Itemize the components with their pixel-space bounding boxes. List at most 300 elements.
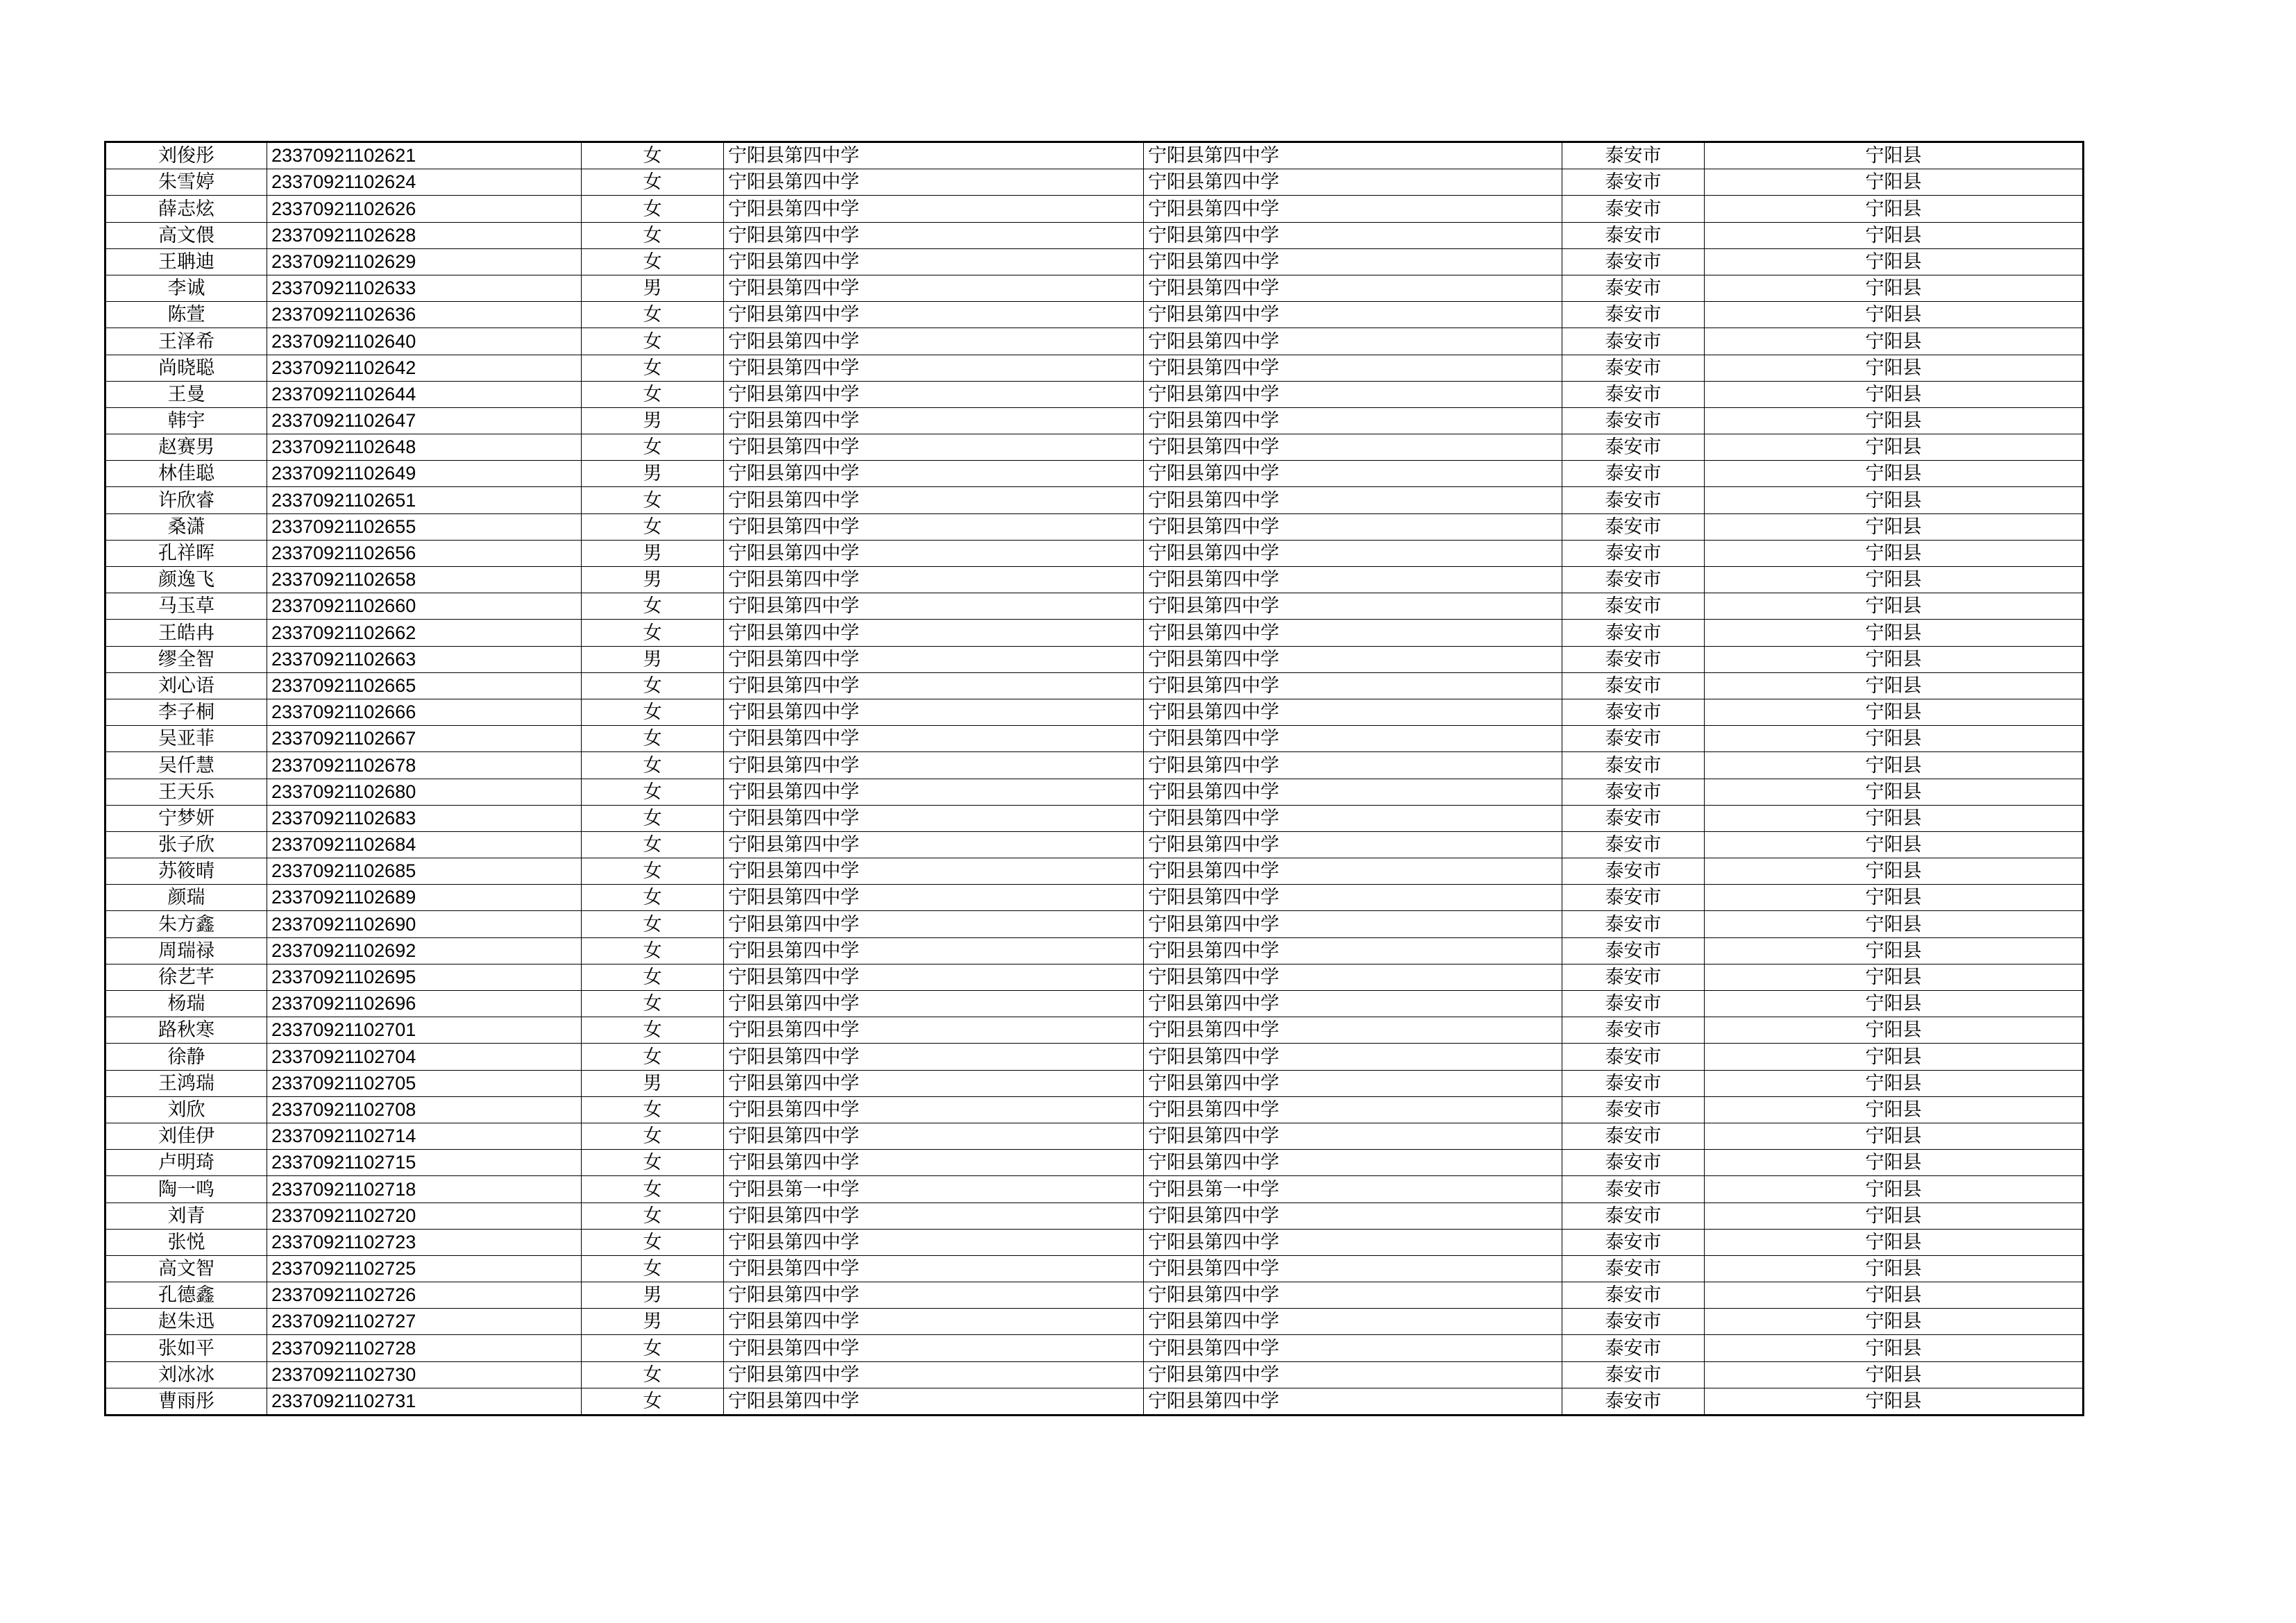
school-cell-2: 宁阳县第四中学: [1144, 699, 1562, 725]
exam-id-cell: 23370921102624: [267, 169, 582, 196]
city-cell: 泰安市: [1562, 567, 1705, 593]
table-row: [105, 831, 2084, 858]
name-cell: 朱方鑫: [105, 911, 267, 937]
table-row: [105, 381, 2084, 407]
county-cell: 宁阳县: [1705, 805, 2084, 831]
table-row: [105, 964, 2084, 990]
table-row: [105, 672, 2084, 699]
name-cell: 吴仟慧: [105, 752, 267, 779]
name-cell: 张悦: [105, 1229, 267, 1255]
school-cell: 宁阳县第四中学: [724, 620, 1144, 646]
exam-id-cell: 23370921102708: [267, 1096, 582, 1123]
table-row: [105, 461, 2084, 487]
county-cell: 宁阳县: [1705, 196, 2084, 222]
county-cell: 宁阳县: [1705, 1044, 2084, 1070]
city-cell: 泰安市: [1562, 1176, 1705, 1203]
table-row: [105, 911, 2084, 937]
exam-id-cell: 23370921102649: [267, 461, 582, 487]
city-cell: 泰安市: [1562, 991, 1705, 1017]
exam-id-cell: 23370921102678: [267, 752, 582, 779]
gender-cell: 女: [582, 1096, 724, 1123]
exam-id-cell: 23370921102644: [267, 381, 582, 407]
school-cell-2: 宁阳县第四中学: [1144, 1388, 1562, 1415]
table-row: [105, 1044, 2084, 1070]
school-cell: 宁阳县第四中学: [724, 248, 1144, 275]
exam-id-cell: 23370921102695: [267, 964, 582, 990]
school-cell-2: 宁阳县第四中学: [1144, 1044, 1562, 1070]
gender-cell: 女: [582, 672, 724, 699]
school-cell: 宁阳县第四中学: [724, 1361, 1144, 1388]
gender-cell: 女: [582, 752, 724, 779]
city-cell: 泰安市: [1562, 805, 1705, 831]
county-cell: 宁阳县: [1705, 1309, 2084, 1335]
name-cell: 朱雪婷: [105, 169, 267, 196]
name-cell: 刘佳伊: [105, 1123, 267, 1149]
exam-id-cell: 23370921102690: [267, 911, 582, 937]
table-row: [105, 1309, 2084, 1335]
gender-cell: 女: [582, 302, 724, 328]
table-row: [105, 1203, 2084, 1229]
school-cell-2: 宁阳县第四中学: [1144, 1335, 1562, 1361]
city-cell: 泰安市: [1562, 1070, 1705, 1096]
school-cell: 宁阳县第四中学: [724, 779, 1144, 805]
gender-cell: 女: [582, 885, 724, 911]
gender-cell: 女: [582, 1150, 724, 1176]
school-cell: 宁阳县第四中学: [724, 593, 1144, 620]
table-row: [105, 487, 2084, 513]
school-cell: 宁阳县第四中学: [724, 461, 1144, 487]
county-cell: 宁阳县: [1705, 169, 2084, 196]
school-cell: 宁阳县第四中学: [724, 196, 1144, 222]
city-cell: 泰安市: [1562, 328, 1705, 355]
table-row: [105, 885, 2084, 911]
county-cell: 宁阳县: [1705, 381, 2084, 407]
school-cell-2: 宁阳县第四中学: [1144, 275, 1562, 301]
city-cell: 泰安市: [1562, 487, 1705, 513]
school-cell: 宁阳县第四中学: [724, 805, 1144, 831]
exam-id-cell: 23370921102629: [267, 248, 582, 275]
school-cell: 宁阳县第四中学: [724, 858, 1144, 885]
gender-cell: 女: [582, 1361, 724, 1388]
city-cell: 泰安市: [1562, 513, 1705, 540]
gender-cell: 女: [582, 169, 724, 196]
school-cell: 宁阳县第四中学: [724, 1123, 1144, 1149]
school-cell: 宁阳县第四中学: [724, 1017, 1144, 1044]
gender-cell: 女: [582, 1229, 724, 1255]
gender-cell: 男: [582, 646, 724, 672]
school-cell-2: 宁阳县第四中学: [1144, 885, 1562, 911]
exam-id-cell: 23370921102723: [267, 1229, 582, 1255]
gender-cell: 女: [582, 142, 724, 169]
name-cell: 王聃迪: [105, 248, 267, 275]
name-cell: 刘青: [105, 1203, 267, 1229]
table-row: [105, 355, 2084, 381]
gender-cell: 女: [582, 1044, 724, 1070]
county-cell: 宁阳县: [1705, 1203, 2084, 1229]
school-cell: 宁阳县第四中学: [724, 937, 1144, 964]
school-cell-2: 宁阳县第四中学: [1144, 620, 1562, 646]
table-row: [105, 407, 2084, 434]
county-cell: 宁阳县: [1705, 461, 2084, 487]
city-cell: 泰安市: [1562, 1096, 1705, 1123]
city-cell: 泰安市: [1562, 620, 1705, 646]
table-row: [105, 1229, 2084, 1255]
gender-cell: 男: [582, 275, 724, 301]
exam-id-cell: 23370921102648: [267, 434, 582, 461]
county-cell: 宁阳县: [1705, 831, 2084, 858]
gender-cell: 女: [582, 1388, 724, 1415]
school-cell-2: 宁阳县第四中学: [1144, 434, 1562, 461]
gender-cell: 女: [582, 620, 724, 646]
table-row: [105, 169, 2084, 196]
table-row: [105, 937, 2084, 964]
county-cell: 宁阳县: [1705, 1070, 2084, 1096]
school-cell-2: 宁阳县第四中学: [1144, 1229, 1562, 1255]
table-row: [105, 779, 2084, 805]
school-cell: 宁阳县第四中学: [724, 407, 1144, 434]
gender-cell: 女: [582, 196, 724, 222]
school-cell: 宁阳县第四中学: [724, 991, 1144, 1017]
table-row: [105, 991, 2084, 1017]
county-cell: 宁阳县: [1705, 779, 2084, 805]
county-cell: 宁阳县: [1705, 1150, 2084, 1176]
city-cell: 泰安市: [1562, 593, 1705, 620]
exam-id-cell: 23370921102640: [267, 328, 582, 355]
gender-cell: 女: [582, 831, 724, 858]
school-cell-2: 宁阳县第四中学: [1144, 805, 1562, 831]
county-cell: 宁阳县: [1705, 699, 2084, 725]
county-cell: 宁阳县: [1705, 885, 2084, 911]
table-row: [105, 1361, 2084, 1388]
name-cell: 曹雨彤: [105, 1388, 267, 1415]
table-row: [105, 248, 2084, 275]
table-row: [105, 434, 2084, 461]
school-cell-2: 宁阳县第四中学: [1144, 593, 1562, 620]
table-row: [105, 1123, 2084, 1149]
exam-id-cell: 23370921102684: [267, 831, 582, 858]
table-row: [105, 1017, 2084, 1044]
name-cell: 陈萱: [105, 302, 267, 328]
school-cell-2: 宁阳县第四中学: [1144, 196, 1562, 222]
name-cell: 刘俊彤: [105, 142, 267, 169]
gender-cell: 女: [582, 1203, 724, 1229]
exam-id-cell: 23370921102651: [267, 487, 582, 513]
city-cell: 泰安市: [1562, 1388, 1705, 1415]
county-cell: 宁阳县: [1705, 222, 2084, 248]
gender-cell: 男: [582, 567, 724, 593]
school-cell-2: 宁阳县第四中学: [1144, 779, 1562, 805]
school-cell: 宁阳县第四中学: [724, 513, 1144, 540]
school-cell: 宁阳县第四中学: [724, 1044, 1144, 1070]
city-cell: 泰安市: [1562, 275, 1705, 301]
county-cell: 宁阳县: [1705, 487, 2084, 513]
school-cell-2: 宁阳县第四中学: [1144, 222, 1562, 248]
city-cell: 泰安市: [1562, 699, 1705, 725]
school-cell-2: 宁阳县第四中学: [1144, 169, 1562, 196]
exam-id-cell: 23370921102696: [267, 991, 582, 1017]
gender-cell: 女: [582, 513, 724, 540]
school-cell-2: 宁阳县第四中学: [1144, 1150, 1562, 1176]
name-cell: 桑潇: [105, 513, 267, 540]
gender-cell: 女: [582, 805, 724, 831]
school-cell-2: 宁阳县第四中学: [1144, 1282, 1562, 1309]
name-cell: 尚晓聪: [105, 355, 267, 381]
county-cell: 宁阳县: [1705, 248, 2084, 275]
school-cell-2: 宁阳县第四中学: [1144, 328, 1562, 355]
exam-id-cell: 23370921102720: [267, 1203, 582, 1229]
school-cell: 宁阳县第四中学: [724, 646, 1144, 672]
city-cell: 泰安市: [1562, 858, 1705, 885]
county-cell: 宁阳县: [1705, 1388, 2084, 1415]
exam-id-cell: 23370921102730: [267, 1361, 582, 1388]
exam-id-cell: 23370921102704: [267, 1044, 582, 1070]
school-cell-2: 宁阳县第四中学: [1144, 911, 1562, 937]
school-cell-2: 宁阳县第四中学: [1144, 1096, 1562, 1123]
table-row: [105, 1255, 2084, 1282]
name-cell: 刘冰冰: [105, 1361, 267, 1388]
exam-id-cell: 23370921102731: [267, 1388, 582, 1415]
exam-id-cell: 23370921102727: [267, 1309, 582, 1335]
name-cell: 苏筱晴: [105, 858, 267, 885]
gender-cell: 男: [582, 461, 724, 487]
gender-cell: 女: [582, 593, 724, 620]
school-cell-2: 宁阳县第四中学: [1144, 248, 1562, 275]
school-cell: 宁阳县第四中学: [724, 487, 1144, 513]
county-cell: 宁阳县: [1705, 911, 2084, 937]
exam-id-cell: 23370921102636: [267, 302, 582, 328]
school-cell: 宁阳县第四中学: [724, 699, 1144, 725]
exam-id-cell: 23370921102685: [267, 858, 582, 885]
city-cell: 泰安市: [1562, 1123, 1705, 1149]
school-cell-2: 宁阳县第四中学: [1144, 302, 1562, 328]
city-cell: 泰安市: [1562, 672, 1705, 699]
gender-cell: 女: [582, 1123, 724, 1149]
city-cell: 泰安市: [1562, 964, 1705, 990]
table-row: [105, 196, 2084, 222]
city-cell: 泰安市: [1562, 434, 1705, 461]
school-cell: 宁阳县第四中学: [724, 1282, 1144, 1309]
exam-id-cell: 23370921102725: [267, 1255, 582, 1282]
gender-cell: 女: [582, 1255, 724, 1282]
school-cell-2: 宁阳县第四中学: [1144, 487, 1562, 513]
school-cell-2: 宁阳县第四中学: [1144, 858, 1562, 885]
name-cell: 薛志炫: [105, 196, 267, 222]
table-row: [105, 275, 2084, 301]
table-row: [105, 699, 2084, 725]
school-cell: 宁阳县第四中学: [724, 1096, 1144, 1123]
city-cell: 泰安市: [1562, 196, 1705, 222]
school-cell: 宁阳县第四中学: [724, 142, 1144, 169]
school-cell-2: 宁阳县第四中学: [1144, 831, 1562, 858]
exam-id-cell: 23370921102728: [267, 1335, 582, 1361]
gender-cell: 女: [582, 964, 724, 990]
school-cell: 宁阳县第四中学: [724, 672, 1144, 699]
exam-id-cell: 23370921102667: [267, 726, 582, 752]
city-cell: 泰安市: [1562, 646, 1705, 672]
county-cell: 宁阳县: [1705, 964, 2084, 990]
county-cell: 宁阳县: [1705, 275, 2084, 301]
name-cell: 陶一鸣: [105, 1176, 267, 1203]
gender-cell: 女: [582, 381, 724, 407]
exam-id-cell: 23370921102726: [267, 1282, 582, 1309]
table-row: [105, 567, 2084, 593]
school-cell-2: 宁阳县第四中学: [1144, 1017, 1562, 1044]
gender-cell: 女: [582, 858, 724, 885]
school-cell: 宁阳县第四中学: [724, 964, 1144, 990]
county-cell: 宁阳县: [1705, 567, 2084, 593]
city-cell: 泰安市: [1562, 222, 1705, 248]
school-cell-2: 宁阳县第四中学: [1144, 937, 1562, 964]
city-cell: 泰安市: [1562, 1017, 1705, 1044]
gender-cell: 男: [582, 1309, 724, 1335]
city-cell: 泰安市: [1562, 1255, 1705, 1282]
name-cell: 高文偎: [105, 222, 267, 248]
exam-id-cell: 23370921102642: [267, 355, 582, 381]
school-cell-2: 宁阳县第四中学: [1144, 646, 1562, 672]
school-cell-2: 宁阳县第四中学: [1144, 964, 1562, 990]
county-cell: 宁阳县: [1705, 434, 2084, 461]
school-cell-2: 宁阳县第四中学: [1144, 752, 1562, 779]
table-row: [105, 1150, 2084, 1176]
name-cell: 宁梦妍: [105, 805, 267, 831]
county-cell: 宁阳县: [1705, 726, 2084, 752]
school-cell-2: 宁阳县第四中学: [1144, 1070, 1562, 1096]
school-cell-2: 宁阳县第四中学: [1144, 540, 1562, 566]
name-cell: 杨瑞: [105, 991, 267, 1017]
school-cell-2: 宁阳县第一中学: [1144, 1176, 1562, 1203]
exam-id-cell: 23370921102663: [267, 646, 582, 672]
table-row: [105, 646, 2084, 672]
table-row: [105, 1335, 2084, 1361]
city-cell: 泰安市: [1562, 302, 1705, 328]
city-cell: 泰安市: [1562, 726, 1705, 752]
exam-id-cell: 23370921102718: [267, 1176, 582, 1203]
county-cell: 宁阳县: [1705, 672, 2084, 699]
city-cell: 泰安市: [1562, 1309, 1705, 1335]
school-cell-2: 宁阳县第四中学: [1144, 1361, 1562, 1388]
table-row: [105, 726, 2084, 752]
school-cell: 宁阳县第四中学: [724, 275, 1144, 301]
city-cell: 泰安市: [1562, 779, 1705, 805]
exam-id-cell: 23370921102628: [267, 222, 582, 248]
city-cell: 泰安市: [1562, 911, 1705, 937]
name-cell: 王泽希: [105, 328, 267, 355]
school-cell-2: 宁阳县第四中学: [1144, 1203, 1562, 1229]
county-cell: 宁阳县: [1705, 540, 2084, 566]
school-cell: 宁阳县第四中学: [724, 752, 1144, 779]
exam-id-cell: 23370921102705: [267, 1070, 582, 1096]
gender-cell: 女: [582, 726, 724, 752]
table-row: [105, 1096, 2084, 1123]
name-cell: 卢明琦: [105, 1150, 267, 1176]
name-cell: 刘欣: [105, 1096, 267, 1123]
name-cell: 颜逸飞: [105, 567, 267, 593]
table-row: [105, 302, 2084, 328]
exam-id-cell: 23370921102662: [267, 620, 582, 646]
county-cell: 宁阳县: [1705, 355, 2084, 381]
gender-cell: 女: [582, 248, 724, 275]
table-row: [105, 513, 2084, 540]
table-row: [105, 328, 2084, 355]
county-cell: 宁阳县: [1705, 1361, 2084, 1388]
name-cell: 路秋寒: [105, 1017, 267, 1044]
city-cell: 泰安市: [1562, 1044, 1705, 1070]
school-cell: 宁阳县第四中学: [724, 1203, 1144, 1229]
name-cell: 李诚: [105, 275, 267, 301]
gender-cell: 女: [582, 355, 724, 381]
city-cell: 泰安市: [1562, 461, 1705, 487]
school-cell-2: 宁阳县第四中学: [1144, 142, 1562, 169]
exam-id-cell: 23370921102683: [267, 805, 582, 831]
name-cell: 许欣睿: [105, 487, 267, 513]
county-cell: 宁阳县: [1705, 991, 2084, 1017]
name-cell: 张子欣: [105, 831, 267, 858]
school-cell-2: 宁阳县第四中学: [1144, 567, 1562, 593]
exam-id-cell: 23370921102647: [267, 407, 582, 434]
county-cell: 宁阳县: [1705, 1123, 2084, 1149]
school-cell: 宁阳县第四中学: [724, 911, 1144, 937]
city-cell: 泰安市: [1562, 355, 1705, 381]
county-cell: 宁阳县: [1705, 620, 2084, 646]
exam-id-cell: 23370921102626: [267, 196, 582, 222]
table-row: [105, 1282, 2084, 1309]
city-cell: 泰安市: [1562, 381, 1705, 407]
city-cell: 泰安市: [1562, 1361, 1705, 1388]
name-cell: 李子桐: [105, 699, 267, 725]
county-cell: 宁阳县: [1705, 1017, 2084, 1044]
city-cell: 泰安市: [1562, 142, 1705, 169]
exam-id-cell: 23370921102701: [267, 1017, 582, 1044]
exam-id-cell: 23370921102692: [267, 937, 582, 964]
gender-cell: 女: [582, 779, 724, 805]
name-cell: 张如平: [105, 1335, 267, 1361]
table-row: [105, 620, 2084, 646]
school-cell: 宁阳县第四中学: [724, 1309, 1144, 1335]
county-cell: 宁阳县: [1705, 142, 2084, 169]
gender-cell: 男: [582, 407, 724, 434]
county-cell: 宁阳县: [1705, 1176, 2084, 1203]
school-cell: 宁阳县第四中学: [724, 328, 1144, 355]
name-cell: 王天乐: [105, 779, 267, 805]
exam-id-cell: 23370921102633: [267, 275, 582, 301]
city-cell: 泰安市: [1562, 169, 1705, 196]
exam-id-cell: 23370921102715: [267, 1150, 582, 1176]
city-cell: 泰安市: [1562, 248, 1705, 275]
name-cell: 周瑞禄: [105, 937, 267, 964]
school-cell-2: 宁阳县第四中学: [1144, 726, 1562, 752]
table-body: [105, 142, 2084, 1416]
school-cell-2: 宁阳县第四中学: [1144, 407, 1562, 434]
county-cell: 宁阳县: [1705, 646, 2084, 672]
exam-id-cell: 23370921102665: [267, 672, 582, 699]
school-cell-2: 宁阳县第四中学: [1144, 991, 1562, 1017]
school-cell-2: 宁阳县第四中学: [1144, 672, 1562, 699]
name-cell: 韩宇: [105, 407, 267, 434]
table-row: [105, 1388, 2084, 1415]
name-cell: 赵朱迅: [105, 1309, 267, 1335]
school-cell-2: 宁阳县第四中学: [1144, 381, 1562, 407]
name-cell: 孔祥晖: [105, 540, 267, 566]
county-cell: 宁阳县: [1705, 593, 2084, 620]
school-cell: 宁阳县第四中学: [724, 434, 1144, 461]
school-cell: 宁阳县第一中学: [724, 1176, 1144, 1203]
school-cell: 宁阳县第四中学: [724, 1070, 1144, 1096]
county-cell: 宁阳县: [1705, 1255, 2084, 1282]
school-cell: 宁阳县第四中学: [724, 885, 1144, 911]
gender-cell: 女: [582, 434, 724, 461]
school-cell: 宁阳县第四中学: [724, 1255, 1144, 1282]
exam-id-cell: 23370921102666: [267, 699, 582, 725]
